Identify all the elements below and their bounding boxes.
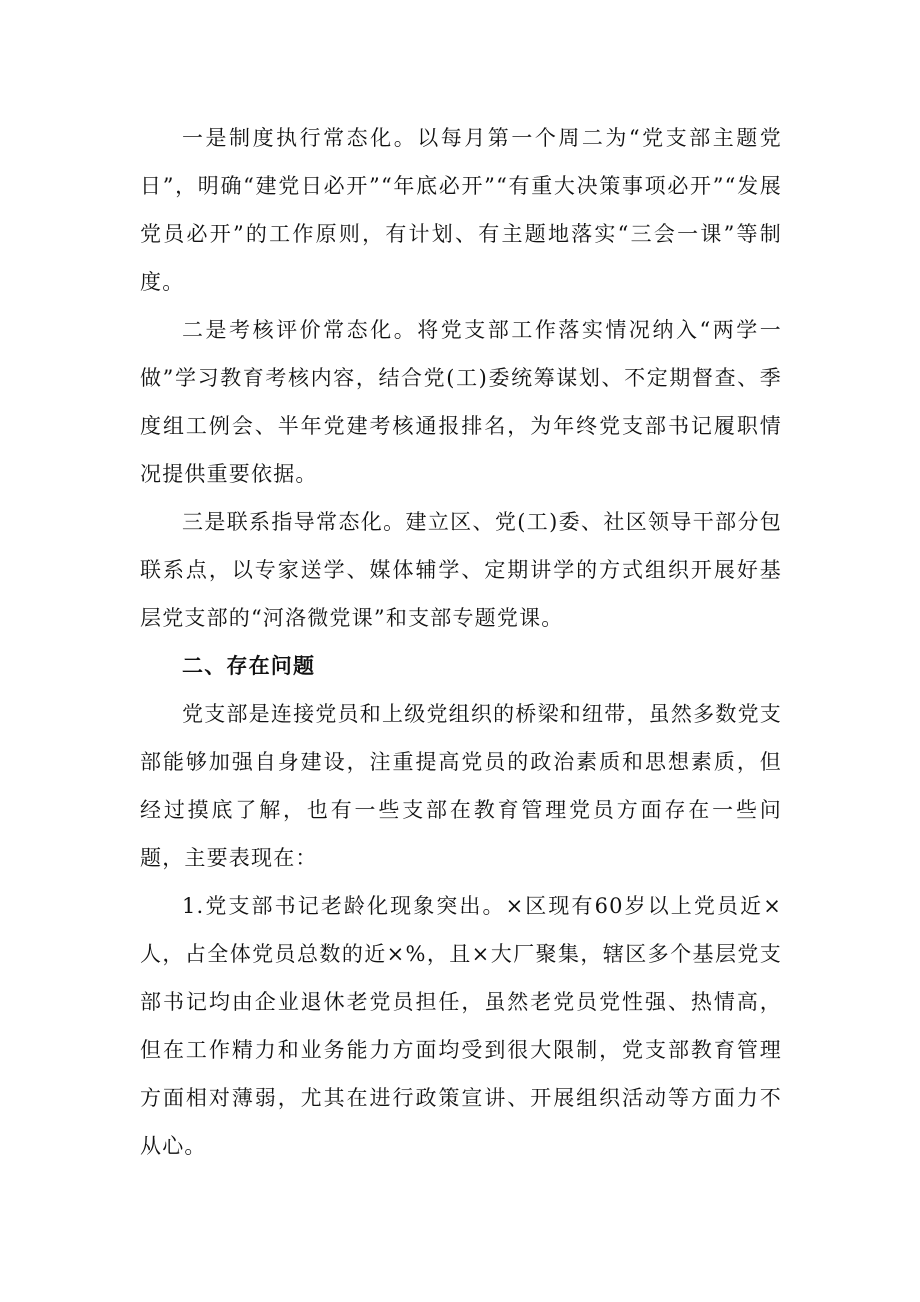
paragraph-problem-aging-secretaries: 1.党支部书记老龄化现象突出。×区现有60岁以上党员近×人，占全体党员总数的近×%，且×大厂聚集，辖区多个基层党支部书记均由企业退休老党员担任，虽然老党员党性强、热情高，但在工作精力和业务能力方面均受到很大限制，党支部教育管理方面相对薄弱，尤其在进行政策宣讲、开展组织活动等方面力不从心。 [140,894,782,1158]
paragraph-contact-guidance: 三是联系指导常态化。建立区、党(工)委、社区领导干部分包联系点，以专家送学、媒体辅学、定期讲学的方式组织开展好基层党支部的“河洛微党课”和支部专题党课。 [140,510,782,630]
document-body [140,114,782,1170]
paragraph-assessment-evaluation: 二是考核评价常态化。将党支部工作落实情况纳入“两学一做”学习教育考核内容，结合党(工)委统筹谋划、不定期督查、季度组工例会、半年党建考核通报排名，为年终党支部书记履职情况提供重要依据。 [140,318,782,486]
paragraph-problems-intro: 党支部是连接党员和上级党组织的桥梁和纽带，虽然多数党支部能够加强自身建设，注重提高党员的政治素质和思想素质，但经过摸底了解，也有一些支部在教育管理党员方面存在一些问题，主要表现在： [140,702,782,870]
paragraph-institutional-execution: 一是制度执行常态化。以每月第一个周二为“党支部主题党日”，明确“建党日必开”“年底必开”“有重大决策事项必开”“发展党员必开”的工作原则，有计划、有主题地落实“三会一课”等制度。 [140,126,782,294]
section-heading-existing-problems: 二、存在问题 [182,654,316,678]
